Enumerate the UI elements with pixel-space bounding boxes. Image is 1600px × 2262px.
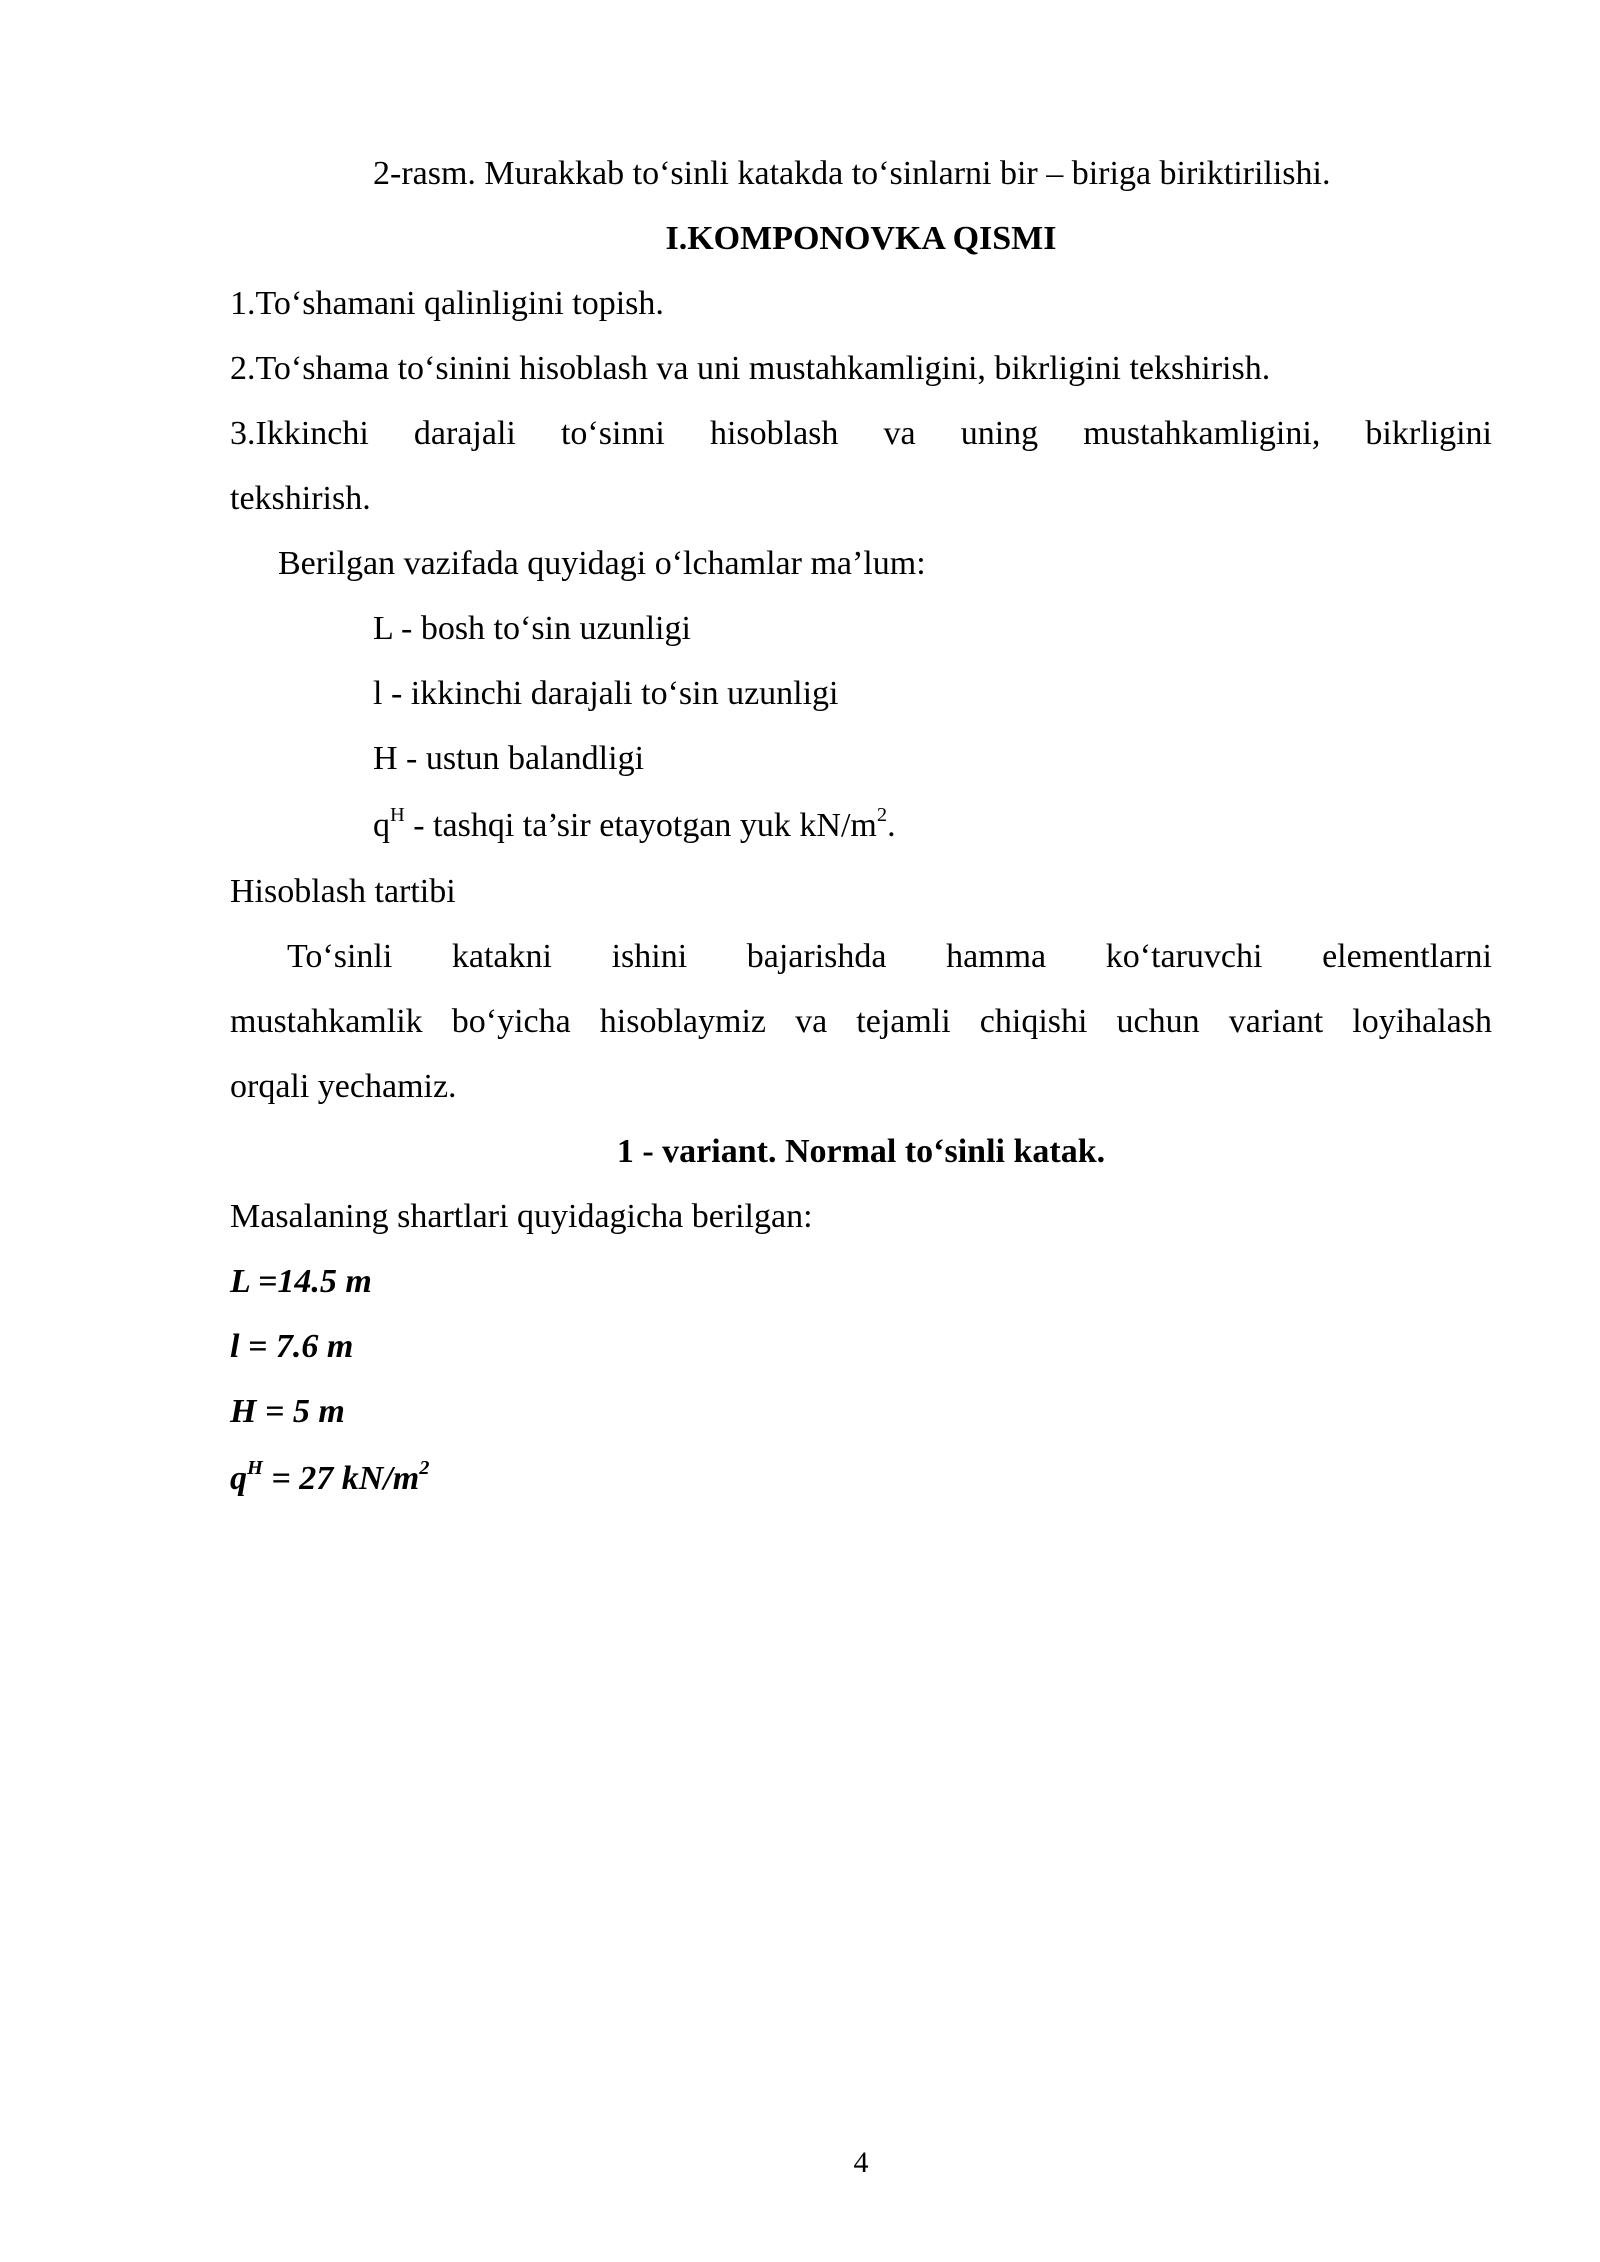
definition-q — [373, 803, 896, 850]
value-l: l = 7.6 m — [230, 1328, 354, 1365]
definition-L: L - bosh to‘sin uzunligi — [373, 610, 691, 647]
list-item-3: 3.Ikkinchi darajali to‘sinni hisoblash va uning mustahkamligini, bikrligini — [230, 415, 1492, 452]
definition-l: l - ikkinchi darajali to‘sin uzunligi — [373, 675, 839, 712]
definition-H: H - ustun balandligi — [373, 740, 645, 777]
page-number: 4 — [853, 2146, 869, 2179]
value-q-text: = 27 kN/m — [262, 1460, 420, 1497]
definition-q-text: - tashqi ta’sir etayotgan yuk kN/m — [404, 807, 877, 844]
value-L: L =14.5 m — [230, 1263, 372, 1300]
section-title: I.KOMPONOVKA QISMI — [665, 220, 1057, 257]
value-q — [230, 1456, 430, 1503]
paragraph-line-3: orqali yechamiz. — [230, 1068, 457, 1105]
paragraph-line-2: mustahkamlik bo‘yicha hisoblaymiz va tejamli chiqishi uchun variant loyihalash — [230, 1003, 1492, 1040]
figure-caption: 2-rasm. Murakkab to‘sinli katakda to‘sinlarni bir – biriga biriktirilishi. — [373, 155, 1331, 192]
paragraph-line-1: To‘sinli katakni ishini bajarishda hamma ko‘taruvchi elementlarni — [287, 938, 1492, 975]
intro-text: Berilgan vazifada quyidagi o‘lchamlar ma’lum: — [278, 545, 926, 582]
value-q-superscript: H — [247, 1456, 263, 1479]
definition-q-exponent: 2 — [876, 803, 888, 826]
conditions-intro: Masalaning shartlari quyidagicha berilgan: — [230, 1198, 813, 1235]
list-item-3-continued: tekshirish. — [230, 480, 371, 517]
variant-title: 1 - variant. Normal to‘sinli katak. — [616, 1133, 1106, 1170]
value-H: H = 5 m — [230, 1393, 345, 1430]
definition-q-symbol: q — [373, 807, 390, 844]
subheading: Hisoblash tartibi — [230, 873, 456, 910]
value-q-symbol: q — [230, 1460, 247, 1497]
definition-q-superscript: H — [390, 803, 405, 826]
definition-q-end: . — [887, 807, 896, 844]
list-item-2: 2.To‘shama to‘sinini hisoblash va uni mustahkamligini, bikrligini tekshirish. — [230, 350, 1271, 387]
list-item-1: 1.To‘shamani qalinligini topish. — [230, 285, 664, 322]
value-q-exponent: 2 — [419, 1456, 430, 1479]
